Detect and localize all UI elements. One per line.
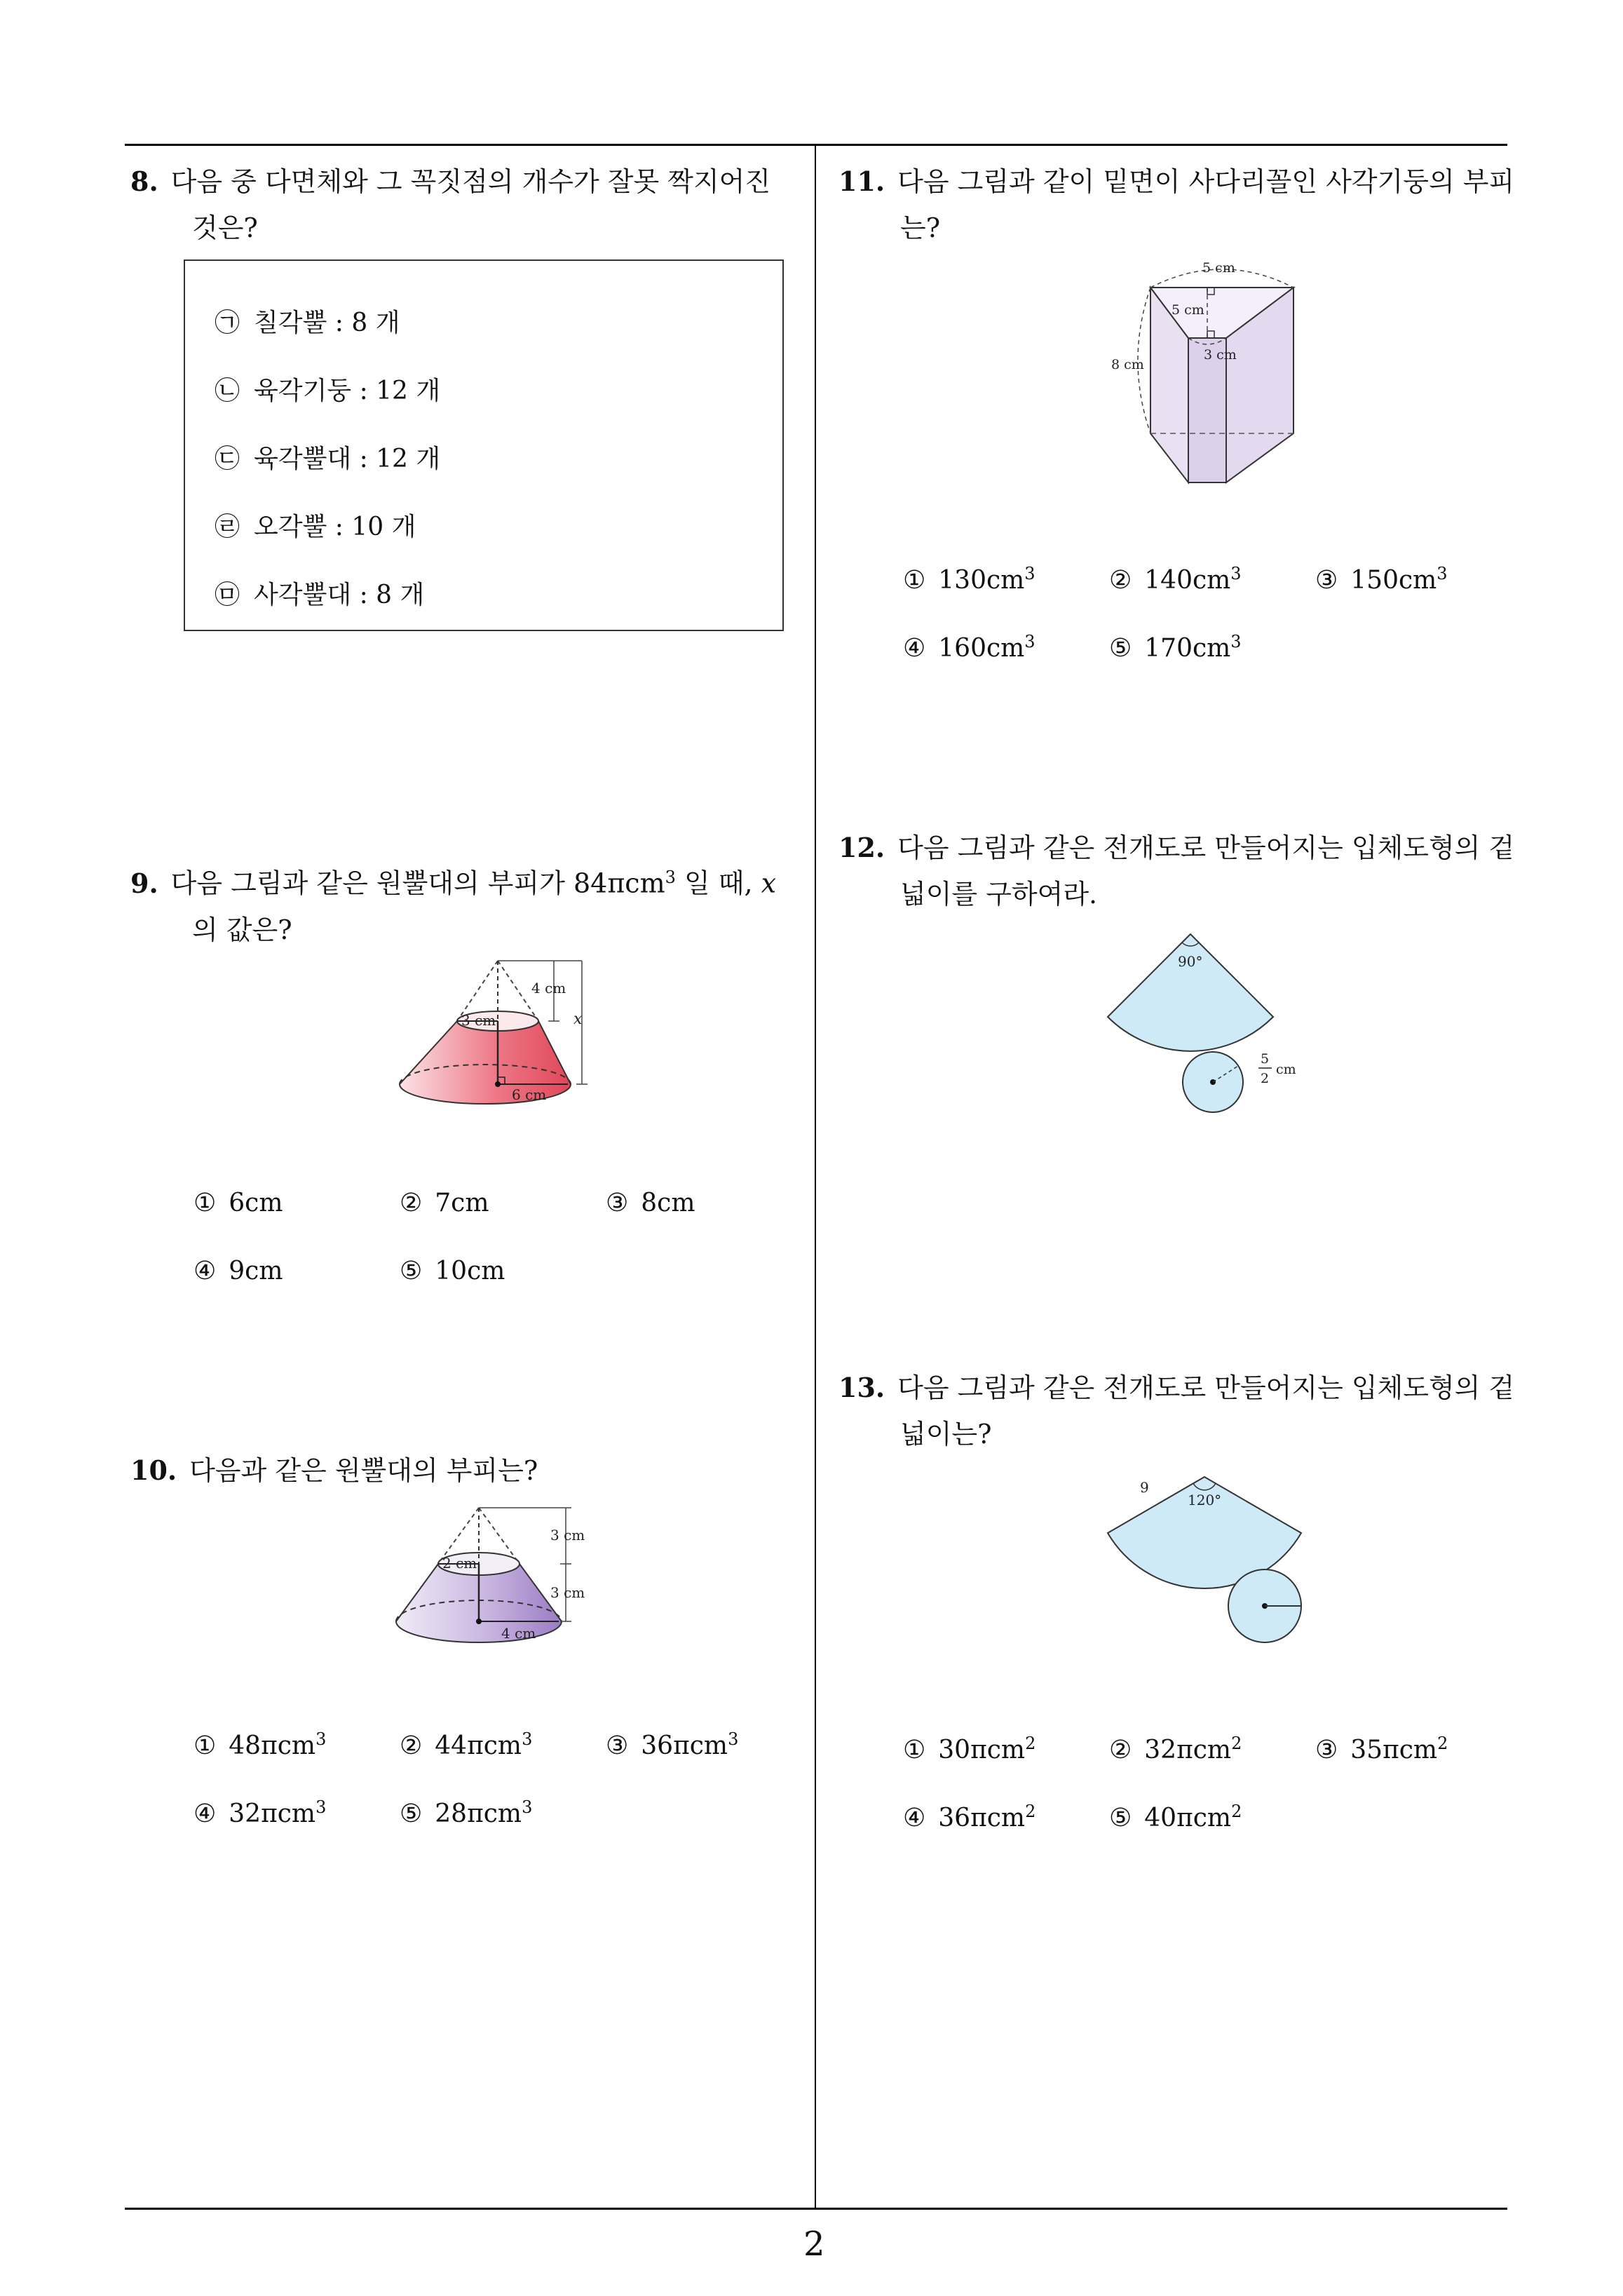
choice-value: 170cm <box>1144 634 1231 663</box>
choice-number: ① <box>193 1731 217 1760</box>
label-frustum-height: 3 cm <box>550 1584 585 1601</box>
label-height-x: x <box>573 1011 583 1028</box>
label-slant: 9 <box>1140 1479 1149 1496</box>
superscript: 2 <box>1437 1734 1448 1753</box>
question-text-cont: 넓이를 구하여라. <box>900 879 1098 910</box>
question-text-cont: 의 값은? <box>192 914 292 945</box>
q13-choice-3[interactable] <box>1315 1734 1448 1764</box>
question-number: 12. <box>838 832 885 863</box>
item-mark: ㉡ <box>215 377 240 405</box>
item-text: 오각뿔 : 10 개 <box>254 513 416 541</box>
label-top-radius: 3 cm <box>461 1012 496 1029</box>
question-text: 다음과 같은 원뿔대의 부피는? <box>189 1455 538 1486</box>
superscript: 3 <box>522 1729 533 1749</box>
label-sector-angle: 120° <box>1188 1492 1222 1508</box>
question-text: 다음 그림과 같은 전개도로 만들어지는 입체도형의 겉 <box>897 832 1515 863</box>
choice-value: 28πcm <box>435 1799 522 1828</box>
choice-number: ⑤ <box>400 1257 423 1285</box>
question-number: 13. <box>838 1372 885 1403</box>
choice-value: 160cm <box>938 634 1025 663</box>
q13-choice-2[interactable] <box>1109 1734 1242 1764</box>
q9-choice-2[interactable] <box>400 1189 489 1217</box>
item-text: 육각뿔대 : 12 개 <box>254 445 441 473</box>
superscript: 2 <box>1231 1802 1242 1821</box>
item-mark: ㉢ <box>215 445 240 473</box>
q11-choice-4[interactable] <box>903 632 1035 663</box>
choice-number: ③ <box>1315 566 1338 595</box>
q8-item-2 <box>215 371 440 407</box>
q8-item-4 <box>215 507 416 543</box>
q13-choice-4[interactable] <box>903 1802 1035 1832</box>
choice-number: ① <box>903 566 926 595</box>
question-number: 9. <box>130 867 158 899</box>
choice-number: ① <box>903 1736 926 1764</box>
q13-net-figure <box>1101 1466 1325 1648</box>
choice-number: ② <box>1109 566 1132 595</box>
superscript: 2 <box>1025 1802 1036 1821</box>
choice-value: 140cm <box>1144 566 1231 595</box>
choice-value: 35πcm <box>1350 1736 1438 1764</box>
question-8 <box>130 158 803 251</box>
q12-net-figure <box>1101 926 1325 1122</box>
label-top-height: 3 cm <box>550 1527 585 1544</box>
label-trapezoid-height: 5 cm <box>1172 302 1204 318</box>
choice-value: 30πcm <box>938 1736 1026 1764</box>
choice-value: 44πcm <box>435 1731 522 1760</box>
q11-choice-2[interactable] <box>1109 564 1242 595</box>
superscript: 2 <box>1231 1734 1242 1753</box>
label-bottom-radius: 4 cm <box>501 1625 536 1642</box>
question-9 <box>130 854 803 953</box>
question-text: 다음 그림과 같은 전개도로 만들어지는 입체도형의 겉 <box>897 1372 1515 1403</box>
choice-number: ⑤ <box>400 1799 423 1828</box>
q10-choice-3[interactable] <box>606 1729 738 1760</box>
choice-number: ④ <box>193 1799 217 1828</box>
label-radius-denominator: 2 <box>1261 1071 1270 1086</box>
question-text-b: 일 때, <box>675 867 761 899</box>
question-11 <box>838 158 1515 251</box>
choice-number: ④ <box>193 1257 217 1285</box>
choice-number: ③ <box>606 1189 629 1217</box>
bottom-rule <box>125 2208 1507 2210</box>
column-divider <box>815 144 816 2209</box>
question-text-cont: 는? <box>900 212 941 243</box>
q8-item-3 <box>215 439 440 475</box>
question-number: 10. <box>130 1454 177 1486</box>
superscript: 3 <box>1024 564 1035 583</box>
choice-number: ④ <box>903 1804 926 1832</box>
superscript: 3 <box>1437 564 1448 583</box>
choice-value: 6cm <box>229 1189 283 1217</box>
superscript: 3 <box>315 1729 327 1749</box>
superscript: 2 <box>1025 1734 1036 1753</box>
question-text-cont: 넓이는? <box>900 1419 992 1450</box>
superscript: 3 <box>1024 632 1035 651</box>
question-number: 11. <box>838 166 885 197</box>
choice-number: ③ <box>1315 1736 1338 1764</box>
choice-value: 36πcm <box>641 1731 728 1760</box>
choice-value: 32πcm <box>1144 1736 1232 1764</box>
choice-value: 10cm <box>435 1257 505 1285</box>
choice-value: 9cm <box>229 1257 283 1285</box>
item-text: 사각뿔대 : 8 개 <box>254 581 425 609</box>
choice-value: 8cm <box>641 1189 695 1217</box>
item-mark: ㉠ <box>215 309 240 337</box>
choice-number: ⑤ <box>1109 634 1132 663</box>
label-prism-height: 8 cm <box>1111 357 1144 372</box>
q10-choice-4[interactable] <box>193 1797 326 1828</box>
q11-choice-5[interactable] <box>1109 632 1242 663</box>
choice-value: 36πcm <box>938 1804 1026 1832</box>
q10-frustum-figure <box>389 1501 599 1662</box>
top-rule <box>125 144 1507 146</box>
label-sector-angle: 90° <box>1178 953 1203 970</box>
q8-item-1 <box>215 303 400 339</box>
question-text: 다음 그림과 같은 원뿔대의 부피가 84πcm <box>170 867 665 899</box>
q8-item-5 <box>215 575 424 611</box>
superscript: 3 <box>522 1797 533 1817</box>
variable: x <box>761 867 777 899</box>
q9-choice-1[interactable] <box>193 1189 283 1217</box>
superscript: 3 <box>1230 632 1242 651</box>
q11-prism-figure <box>1111 259 1322 491</box>
q9-choice-3[interactable] <box>606 1189 695 1217</box>
q11-choice-3[interactable] <box>1315 564 1448 595</box>
choice-value: 7cm <box>435 1189 489 1217</box>
choice-number: ⑤ <box>1109 1804 1132 1832</box>
q13-choice-5[interactable] <box>1109 1802 1242 1832</box>
item-mark: ㉤ <box>215 581 240 609</box>
q11-choice-1[interactable] <box>903 564 1035 595</box>
label-radius-numerator: 5 <box>1261 1051 1270 1067</box>
question-number: 8. <box>130 166 158 197</box>
label-top-height: 4 cm <box>531 980 566 997</box>
q10-choice-1[interactable] <box>193 1729 326 1760</box>
q9-choice-4[interactable] <box>193 1257 283 1285</box>
choice-number: ② <box>400 1189 423 1217</box>
label-radius-unit: cm <box>1276 1062 1296 1077</box>
q9-frustum-figure <box>393 954 603 1122</box>
question-text: 다음 중 다면체와 그 꼭짓점의 개수가 잘못 짝지어진 <box>170 166 771 197</box>
item-text: 칠각뿔 : 8 개 <box>254 309 400 337</box>
choice-value: 130cm <box>938 566 1025 595</box>
question-text-cont: 것은? <box>192 212 258 243</box>
q13-choice-1[interactable] <box>903 1734 1035 1764</box>
superscript: 3 <box>1230 564 1242 583</box>
choice-number: ② <box>400 1731 423 1760</box>
label-bottom-side: 3 cm <box>1204 347 1237 363</box>
q9-choice-5[interactable] <box>400 1257 505 1285</box>
q10-choice-2[interactable] <box>400 1729 532 1760</box>
q10-choice-5[interactable] <box>400 1797 532 1828</box>
choice-value: 48πcm <box>229 1731 316 1760</box>
choice-number: ③ <box>606 1731 629 1760</box>
item-mark: ㉣ <box>215 513 240 541</box>
question-text: 다음 그림과 같이 밑면이 사다리꼴인 사각기둥의 부피 <box>897 166 1515 197</box>
page-number: 2 <box>803 2224 825 2264</box>
superscript: 3 <box>665 867 676 887</box>
choice-value: 150cm <box>1350 566 1437 595</box>
choice-value: 32πcm <box>229 1799 316 1828</box>
question-12 <box>838 825 1515 917</box>
question-13 <box>838 1365 1515 1457</box>
choice-number: ① <box>193 1189 217 1217</box>
label-top-radius: 2 cm <box>442 1555 477 1572</box>
question-10 <box>130 1447 803 1494</box>
item-text: 육각기둥 : 12 개 <box>254 377 441 405</box>
choice-number: ② <box>1109 1736 1132 1764</box>
label-bottom-radius: 6 cm <box>512 1086 547 1103</box>
choice-value: 40πcm <box>1144 1804 1232 1832</box>
superscript: 3 <box>315 1797 327 1817</box>
superscript: 3 <box>728 1729 739 1749</box>
choice-number: ④ <box>903 634 926 663</box>
label-top-side: 5 cm <box>1202 260 1235 276</box>
